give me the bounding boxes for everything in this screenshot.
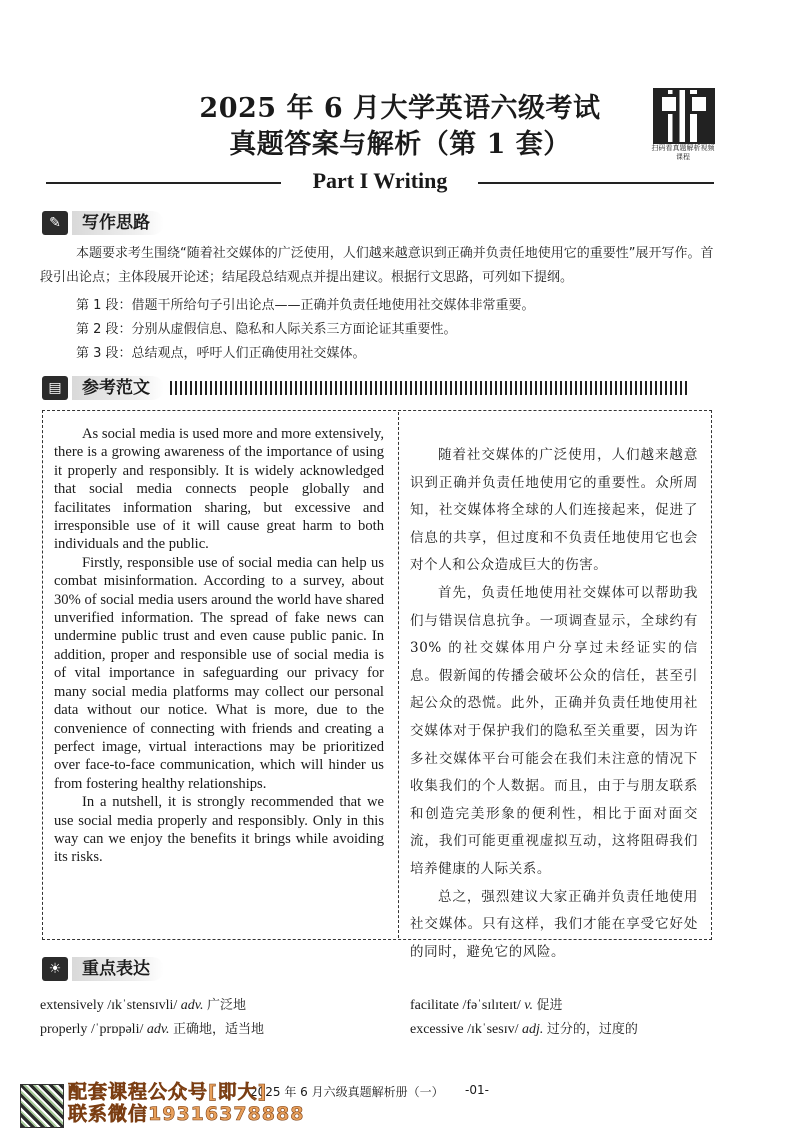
vocab-ipa: /fəˈsɪlɪteɪt/ (462, 998, 521, 1013)
vocab-word: properly (40, 1022, 88, 1037)
page-number: -01- (465, 1083, 489, 1097)
vocab-item (410, 1018, 638, 1038)
vocab-ipa: /ˈprɒpəli/ (90, 1022, 144, 1037)
watermark-line1: 配套课程公众号[即大] (68, 1081, 268, 1103)
vocab-item (40, 1018, 264, 1038)
essay-chinese-paragraph: 随着社交媒体的广泛使用，人们越来越意识到正确并负责任地使用它的重要性。众所周知，社交媒体将全球的人们连接起来，促进了信息的共享，但过度和不负责任地使用它也会对个人和公众造成巨大的伤害。 (410, 447, 698, 574)
outline-point-3: 第 3 段：总结观点，呼吁人们正确使用社交媒体。 (76, 346, 366, 361)
vocab-meaning: 正确地，适当地 (173, 1022, 265, 1037)
essay-english-paragraph: As social media is used more and more extensively, there is a growing awareness of the importance of using it properly and responsibly. It is widely acknowledged that social media connects people globally and facilitates information sharing, but excessive and irresponsible use of it will cause great harm to both individuals and the public. (54, 426, 384, 553)
vocab-word: excessive (410, 1022, 464, 1037)
section-header-outline (42, 210, 164, 236)
vocab-pos: adj. (522, 1022, 544, 1037)
outline-intro: 本题要求考生围绕“随着社交媒体的广泛使用，人们越来越意识到正确并负责任地使用它的重要性”展开写作。首段引出论点；主体段展开论述；结尾段总结观点并提出建议。根据行文思路，可列如下提纲。 (40, 246, 714, 285)
vocab-pos: adv. (180, 998, 204, 1013)
essay-divider (398, 412, 399, 938)
vocab-word: facilitate (410, 998, 459, 1013)
section-label: 参考范文 (72, 376, 164, 400)
page-title-line1: 2025 年 6 月大学英语六级考试 (199, 93, 601, 124)
section-label: 重点表达 (72, 957, 164, 981)
page-title-line2: 真题答案与解析（第 1 套） (229, 129, 571, 160)
footer-book-title: 2025 年 6 月六级真题解析册（一） (250, 1085, 444, 1099)
essay-english-paragraph: In a nutshell, it is strongly recommended that we use social media properly and responsibly. Only in this way can we enjoy the benefits it brings while avoiding its risks. (54, 794, 384, 866)
qr-caption: 扫码看真题解析视频课程 (651, 144, 715, 161)
vocab-meaning: 过分的，过度的 (546, 1022, 638, 1037)
document-icon: ▤ (42, 376, 68, 400)
section-header-essay (42, 375, 690, 401)
vocab-pos: adv. (146, 1022, 170, 1037)
vocab-item (40, 994, 246, 1014)
part-rule-right (478, 182, 714, 184)
part-title: Part I Writing (312, 168, 448, 193)
part-rule-left (46, 182, 281, 184)
qr-code-icon[interactable] (653, 88, 715, 144)
section-header-vocab (42, 956, 164, 982)
essay-english (54, 425, 384, 867)
section-label: 写作思路 (72, 211, 164, 235)
lightbulb-icon: ☀ (42, 957, 68, 981)
vocab-ipa: /ɪkˈstensɪvli/ (107, 998, 178, 1013)
essay-chinese (410, 442, 698, 966)
vocab-item (410, 994, 563, 1014)
decorative-ticks (170, 381, 690, 395)
vocab-pos: v. (524, 998, 533, 1013)
watermark-qr-icon (20, 1084, 64, 1128)
outline-point-2: 第 2 段：分别从虚假信息、隐私和人际关系三方面论证其重要性。 (76, 322, 457, 337)
vocab-word: extensively (40, 998, 104, 1013)
essay-english-paragraph: Firstly, responsible use of social media can help us combat misinformation. According to a survey, about 30% of social media users around the world have shared unverified information. The spread of fake news can undermine public trust and even cause public panic. In addition, proper and responsible use of social media is of vital importance in safeguarding our privacy for many social media platforms may collect our personal data without our notice. What is more, due to the convenience of connecting with friends and creating a perfect image, virtual interactions may be prioritized over face-to-face communication, which will hinder us from fostering healthy relationships. (54, 554, 384, 792)
vocab-meaning: 促进 (536, 998, 563, 1013)
essay-chinese-paragraph: 首先，负责任地使用社交媒体可以帮助我们与错误信息抗争。一项调查显示，全球约有 30% 的社交媒体用户分享过未经证实的信息。假新闻的传播会破坏公众的信任，甚至引起公众的恐慌。此外，正确并负责任地使用社交媒体对于保护我们的隐私至关重要，因为许多社交媒体平台可能会在我们未注意的情况下收集我们的个人数据。而且，由于与朋友联系和创造完美形象的便利性，相比于面对面交流，我们可能更重视虚拟互动，这将阻碍我们培养健康的人际关系。 (410, 584, 698, 877)
vocab-ipa: /ɪkˈsesɪv/ (467, 1022, 519, 1037)
pen-icon: ✎ (42, 211, 68, 235)
outline-point-1: 第 1 段：借题干所给句子引出论点——正确并负责任地使用社交媒体非常重要。 (76, 298, 535, 313)
watermark-line2: 联系微信19316378888 (68, 1103, 305, 1125)
vocab-meaning: 广泛地 (206, 998, 246, 1013)
essay-chinese-paragraph: 总之，强烈建议大家正确并负责任地使用社交媒体。只有这样，我们才能在享受它好处的同时，避免它的风险。 (410, 888, 698, 960)
